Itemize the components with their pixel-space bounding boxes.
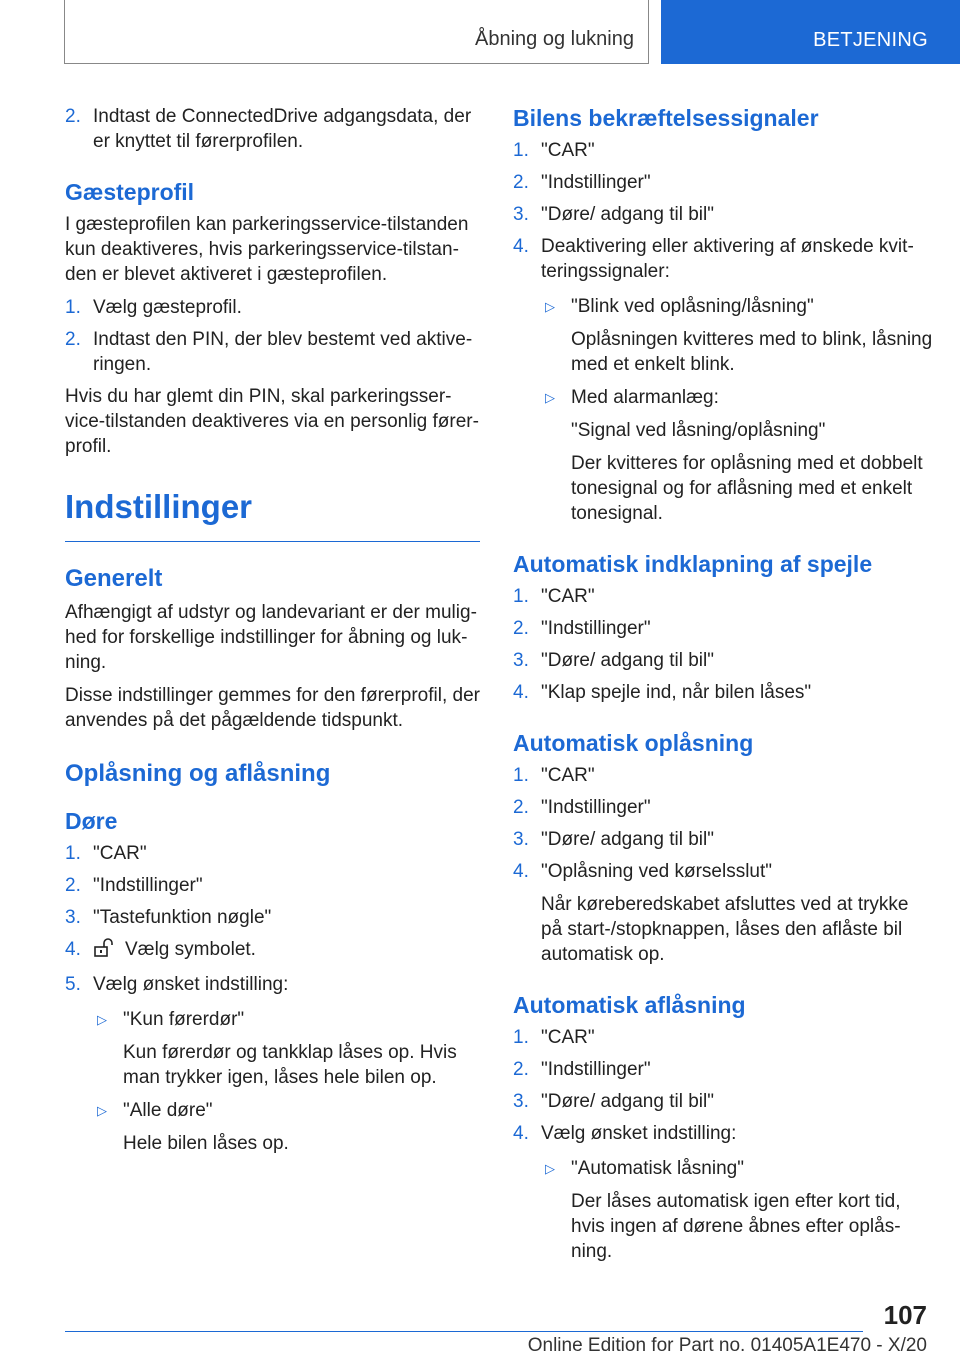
header-chapter-label: BETJENING bbox=[813, 29, 928, 51]
list-text: Vælg ønsket indstilling: bbox=[541, 1123, 737, 1144]
footer-edition: Online Edition for Part no. 01405A1E470 - X/20 bbox=[527, 1335, 927, 1356]
list-number: 1. bbox=[513, 1027, 529, 1048]
section-title-auto-unlock: Automatisk oplåsning bbox=[513, 730, 754, 756]
list-text: "Tastefunktion nøgle" bbox=[93, 907, 272, 928]
list-item bbox=[65, 937, 480, 965]
list-item bbox=[65, 841, 480, 866]
list-number: 2. bbox=[513, 618, 529, 639]
list-item bbox=[513, 795, 933, 820]
list-text: "Døre/ adgang til bil" bbox=[541, 650, 714, 671]
list-item bbox=[513, 1089, 933, 1114]
left-column bbox=[65, 104, 480, 1164]
list-text: Indtast den PIN, der blev bestemt ved aktiveringen. bbox=[93, 329, 473, 375]
list-item bbox=[513, 138, 933, 163]
option-item bbox=[541, 385, 933, 526]
option-label: "Kun førerdør" bbox=[123, 1009, 245, 1030]
triangle-right-icon: ▷ bbox=[545, 390, 555, 405]
list-number: 3. bbox=[513, 829, 529, 850]
list-text: "CAR" bbox=[541, 140, 595, 161]
list-number: 3. bbox=[513, 204, 529, 225]
option-label: "Automatisk låsning" bbox=[571, 1158, 744, 1179]
list-text: "CAR" bbox=[541, 586, 595, 607]
list-number: 4. bbox=[513, 236, 529, 257]
list-text: "Indstillinger" bbox=[93, 875, 203, 896]
list-description: Når køreberedskabet afsluttes ved at trykke på start-/stopknappen, låses den aflåste bil automatisk op. bbox=[541, 894, 909, 965]
list-text: "CAR" bbox=[93, 843, 147, 864]
option-item bbox=[93, 1098, 480, 1156]
chapter-title-settings: Indstillinger bbox=[65, 487, 480, 542]
list-text: "Indstillinger" bbox=[541, 172, 651, 193]
list-number: 4. bbox=[513, 1123, 529, 1144]
page-header bbox=[0, 0, 960, 66]
guest-intro: I gæsteprofilen kan parkeringsservice-tilstanden kun deaktiveres, hvis parkeringsservice-tilstanden er blevet aktiveret i gæsteprofilen. bbox=[65, 214, 469, 285]
list-item bbox=[65, 873, 480, 898]
option-list bbox=[93, 1007, 480, 1156]
triangle-right-icon: ▷ bbox=[545, 1161, 555, 1176]
list-item bbox=[513, 859, 933, 967]
list-item bbox=[513, 763, 933, 788]
option-label: "Alle døre" bbox=[123, 1100, 213, 1121]
list-text: "Indstillinger" bbox=[541, 797, 651, 818]
list-number: 2. bbox=[513, 1059, 529, 1080]
list-number: 2. bbox=[65, 875, 81, 896]
list-number: 2. bbox=[513, 172, 529, 193]
list-item bbox=[65, 327, 480, 377]
list-item bbox=[513, 584, 933, 609]
list-item bbox=[65, 905, 480, 930]
list-number: 4. bbox=[513, 861, 529, 882]
option-item bbox=[541, 294, 933, 377]
list-item bbox=[513, 680, 933, 705]
guest-note: Hvis du har glemt din PIN, skal parkeringsservice-tilstanden deaktiveres via en personlig førerprofil. bbox=[65, 386, 479, 457]
list-text: Vælg ønsket indstilling: bbox=[93, 974, 289, 995]
page-number: 107 bbox=[883, 1300, 927, 1330]
list-text: "Døre/ adgang til bil" bbox=[541, 1091, 714, 1112]
list-text: Vælg symbolet. bbox=[125, 939, 256, 960]
list-number: 3. bbox=[65, 907, 81, 928]
list-number: 3. bbox=[513, 1091, 529, 1112]
list-item bbox=[513, 202, 933, 227]
right-column bbox=[513, 104, 933, 1272]
list-text: "CAR" bbox=[541, 1027, 595, 1048]
section-title-guest-profile: Gæsteprofil bbox=[65, 179, 195, 205]
list-text: "Døre/ adgang til bil" bbox=[541, 204, 714, 225]
list-item bbox=[65, 104, 480, 154]
list-number: 1. bbox=[65, 843, 81, 864]
list-item bbox=[65, 295, 480, 320]
list-item bbox=[513, 1025, 933, 1050]
list-number: 5. bbox=[65, 974, 81, 995]
subsection-title-doors: Døre bbox=[65, 808, 118, 834]
section-title-confirm-signals: Bilens bekræftelsessignaler bbox=[513, 105, 819, 131]
unlock-icon bbox=[93, 938, 115, 965]
option-item bbox=[541, 1156, 933, 1264]
option-item bbox=[93, 1007, 480, 1090]
list-number: 2. bbox=[65, 329, 81, 350]
option-description: Der kvitteres for oplåsning med et dobbelt tonesignal og for aflåsning med et enkelt tonesignal. bbox=[571, 453, 923, 524]
section-title-locking: Oplåsning og aflåsning bbox=[65, 760, 331, 787]
list-item bbox=[513, 1121, 933, 1264]
section-title-general: Generelt bbox=[65, 565, 163, 592]
option-description: Kun førerdør og tankklap låses op. Hvis man trykker igen, låses hele bilen op. bbox=[123, 1042, 457, 1088]
header-section-box bbox=[64, 0, 649, 64]
list-number: 3. bbox=[513, 650, 529, 671]
option-description: "Signal ved låsning/oplåsning" bbox=[571, 420, 826, 441]
list-number: 2. bbox=[65, 106, 81, 127]
option-label: Med alarmanlæg: bbox=[571, 387, 719, 408]
list-number: 1. bbox=[513, 140, 529, 161]
list-item bbox=[513, 648, 933, 673]
list-text: Indtast de ConnectedDrive adgangsdata, der er knyttet til førerprofilen. bbox=[93, 106, 472, 152]
list-number: 2. bbox=[513, 797, 529, 818]
option-label: "Blink ved oplåsning/låsning" bbox=[571, 296, 814, 317]
list-text: "Døre/ adgang til bil" bbox=[541, 829, 714, 850]
list-number: 4. bbox=[513, 682, 529, 703]
triangle-right-icon: ▷ bbox=[97, 1012, 107, 1027]
list-number: 1. bbox=[65, 297, 81, 318]
option-list bbox=[541, 294, 933, 526]
list-item bbox=[513, 827, 933, 852]
list-text: Deaktivering eller aktivering af ønskede kvitteringssignaler: bbox=[541, 236, 914, 282]
list-item bbox=[513, 616, 933, 641]
header-chapter-tab bbox=[661, 0, 960, 64]
list-text: "Indstillinger" bbox=[541, 1059, 651, 1080]
triangle-right-icon: ▷ bbox=[97, 1103, 107, 1118]
option-description: Hele bilen låses op. bbox=[123, 1133, 289, 1154]
option-list bbox=[541, 1156, 933, 1264]
section-title-mirror-fold: Automatisk indklapning af spejle bbox=[513, 551, 873, 577]
list-item bbox=[513, 234, 933, 526]
option-description: Oplåsningen kvitteres med to blink, låsning med et enkelt blink. bbox=[571, 329, 933, 375]
section-title-auto-lock: Automatisk aflåsning bbox=[513, 992, 746, 1018]
list-text: "CAR" bbox=[541, 765, 595, 786]
general-paragraph-1: Afhængigt af udstyr og landevariant er der mulighed for forskellige indstillinger for åbning og lukning. bbox=[65, 602, 477, 673]
list-number: 1. bbox=[513, 765, 529, 786]
triangle-right-icon: ▷ bbox=[545, 299, 555, 314]
option-description: Der låses automatisk igen efter kort tid, hvis ingen af dørene åbnes efter oplåsning. bbox=[571, 1191, 901, 1262]
header-section-title: Åbning og lukning bbox=[474, 28, 634, 50]
footer-divider bbox=[65, 1331, 863, 1332]
list-text: Vælg gæsteprofil. bbox=[93, 297, 242, 318]
list-number: 1. bbox=[513, 586, 529, 607]
general-paragraph-2: Disse indstillinger gemmes for den førerprofil, der anvendes på det pågældende tidspunkt. bbox=[65, 685, 480, 731]
list-text: "Oplåsning ved kørselsslut" bbox=[541, 861, 773, 882]
list-item bbox=[513, 1057, 933, 1082]
list-text: "Klap spejle ind, når bilen låses" bbox=[541, 682, 812, 703]
list-item bbox=[65, 972, 480, 1156]
list-number: 4. bbox=[65, 939, 81, 960]
list-item bbox=[513, 170, 933, 195]
list-text: "Indstillinger" bbox=[541, 618, 651, 639]
